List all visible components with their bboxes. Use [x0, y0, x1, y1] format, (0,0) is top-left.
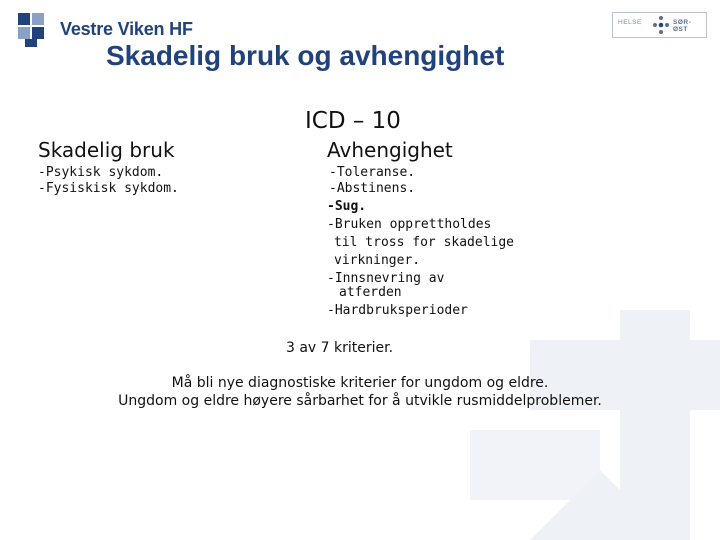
right-item: til tross for skadelige: [334, 235, 515, 250]
note-line-2: Ungdom og eldre høyere sårbarhet for å utvikle rusmiddelproblemer.: [118, 393, 602, 409]
vestre-viken-logo-icon: [18, 13, 52, 47]
helse-dots-icon: [651, 15, 671, 35]
slide-title: Skadelig bruk og avhengighet: [106, 40, 505, 71]
helse-sor-ost-logo: [612, 12, 707, 38]
right-item: -Abstinens.: [329, 181, 416, 196]
right-item: -Bruken opprettholdes: [327, 217, 492, 232]
right-item: -Sug.: [327, 199, 367, 214]
right-item: -Hardbruksperioder: [327, 303, 468, 318]
background-watermark: [470, 310, 720, 540]
avhengighet-heading: Avhengighet: [327, 138, 453, 162]
logo-right-left-text: HELSE: [618, 19, 642, 26]
right-item: virkninger.: [334, 253, 421, 268]
right-item: -Toleranse.: [329, 165, 416, 180]
right-item: -Innsnevring av: [327, 271, 445, 286]
logo-text: Vestre Viken HF: [60, 19, 193, 39]
left-item: -Psykisk sykdom.: [38, 165, 164, 180]
skadelig-bruk-heading: Skadelig bruk: [38, 138, 175, 162]
logo-right-right-text: SØR-ØST: [673, 19, 692, 33]
criteria-text: 3 av 7 kriterier.: [286, 340, 394, 356]
right-item: atferden: [339, 285, 402, 300]
icd-heading: ICD – 10: [305, 108, 401, 134]
left-item: -Fysiskisk sykdom.: [38, 181, 179, 196]
note-line-1: Må bli nye diagnostiske kriterier for ungdom og eldre.: [171, 375, 549, 391]
